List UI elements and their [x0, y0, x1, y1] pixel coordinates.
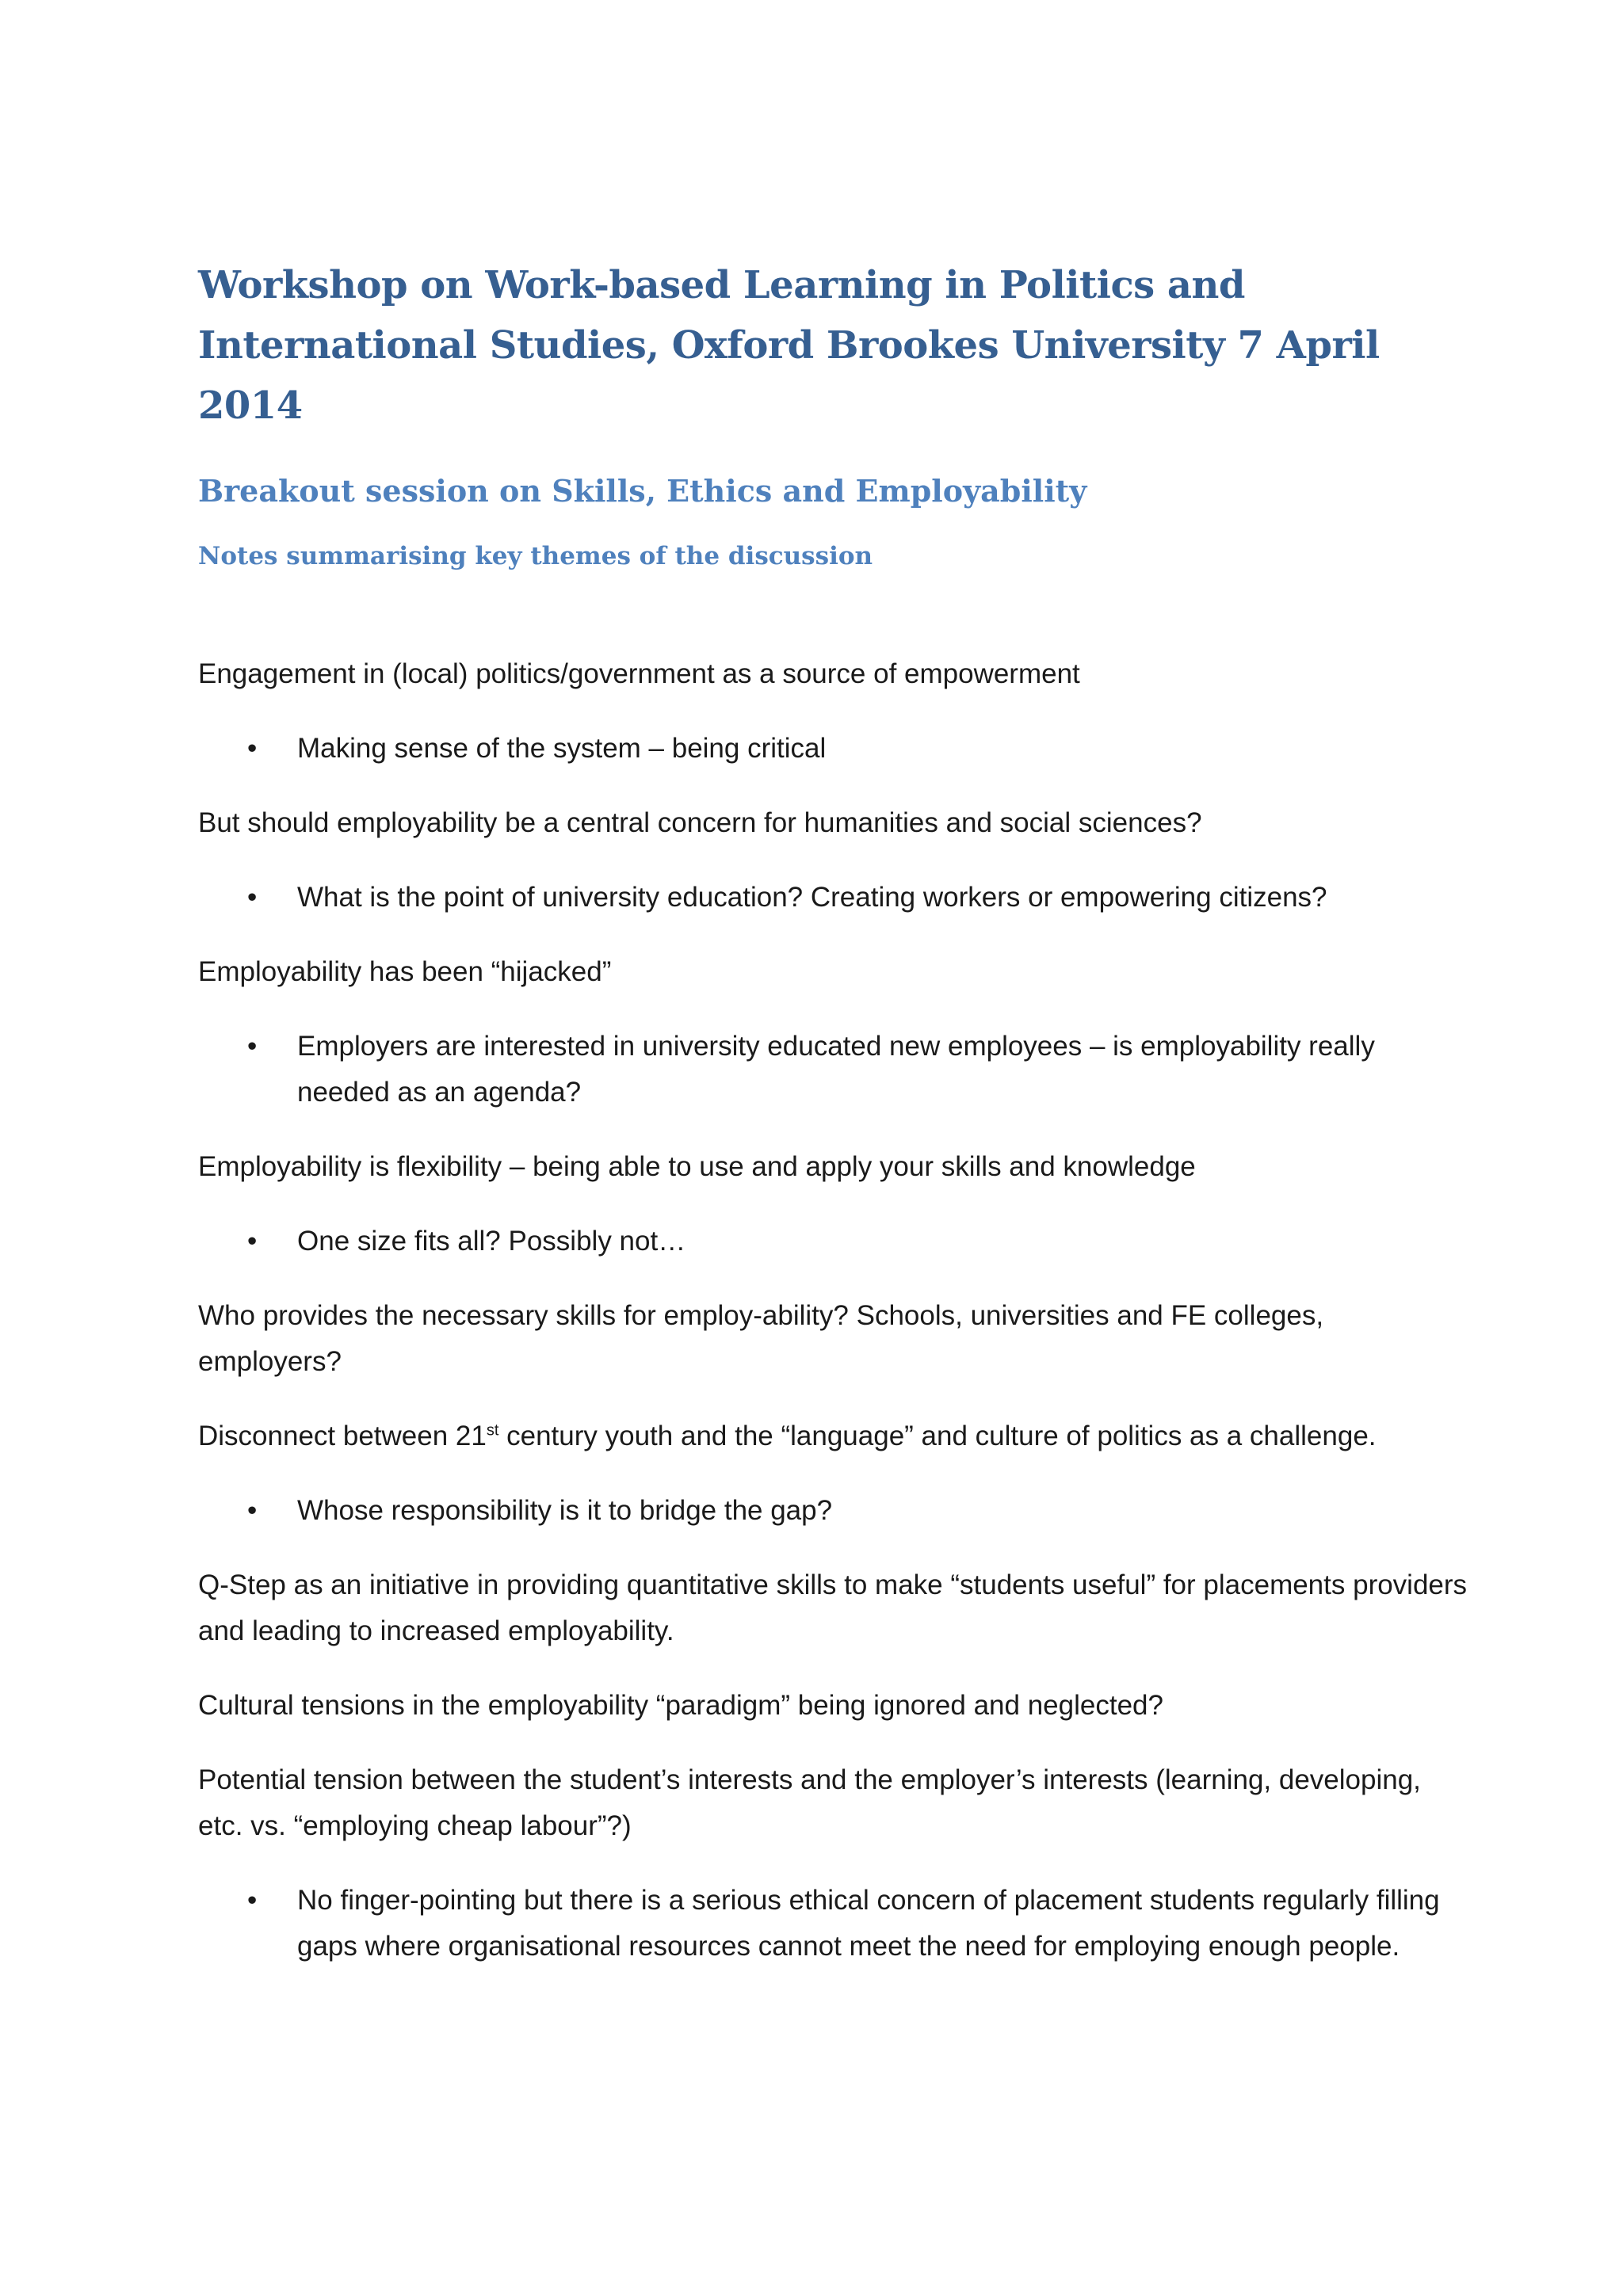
paragraph: Employability is flexibility – being able to use and apply your skills and knowledge: [198, 1151, 1196, 1182]
bullet-text: What is the point of university education? Creating workers or empowering citizens?: [297, 882, 1327, 913]
bullet-item: [198, 1878, 1472, 1970]
notes-heading: Notes summarising key themes of the discussion: [198, 542, 873, 570]
bullet-text: No finger-pointing but there is a serious ethical concern of placement students regularly filling gaps where organisational resources cannot meet the need for employing enough people.: [297, 1885, 1440, 1962]
bullet-icon: •: [247, 733, 258, 764]
bullet-item: [198, 875, 1472, 921]
bullet-text: One size fits all? Possibly not…: [297, 1226, 686, 1257]
bullet-item: [198, 1488, 1472, 1534]
document-body: [198, 651, 1472, 1970]
bullet-icon: •: [247, 1226, 258, 1257]
bullet-text: Employers are interested in university educated new employees – is employability really needed as an agenda?: [297, 1031, 1375, 1108]
breakout-session-heading: Breakout session on Skills, Ethics and Employability: [198, 473, 1087, 509]
paragraph: Engagement in (local) politics/government as a source of empowerment: [198, 658, 1080, 689]
ordinal-superscript: st: [486, 1421, 499, 1440]
bullet-text: Making sense of the system – being critical: [297, 733, 827, 764]
bullet-text: Whose responsibility is it to bridge the gap?: [297, 1495, 833, 1526]
paragraph: Q-Step as an initiative in providing quantitative skills to make “students useful” for placements providers and leading to increased employability.: [198, 1569, 1468, 1646]
bullet-icon: •: [247, 882, 258, 913]
document-title: Workshop on Work-based Learning in Politics and International Studies, Oxford Brookes University 7 April 2014: [198, 263, 1380, 428]
paragraph: [198, 1413, 1472, 1459]
bullet-item: [198, 1219, 1472, 1264]
bullet-icon: •: [247, 1031, 258, 1062]
paragraph-text: Disconnect between 21: [198, 1421, 487, 1451]
paragraph: Employability has been “hijacked”: [198, 956, 612, 987]
paragraph: But should employability be a central concern for humanities and social sciences?: [198, 807, 1202, 838]
bullet-icon: •: [247, 1495, 258, 1526]
paragraph: Potential tension between the student’s interests and the employer’s interests (learning, developing, etc. vs. “employing cheap labour”?): [198, 1764, 1421, 1841]
bullet-item: [198, 1024, 1472, 1116]
bullet-icon: •: [247, 1885, 258, 1916]
paragraph: Who provides the necessary skills for employ-ability? Schools, universities and FE colleges, employers?: [198, 1300, 1324, 1377]
bullet-item: [198, 726, 1472, 772]
paragraph: Cultural tensions in the employability “paradigm” being ignored and neglected?: [198, 1690, 1163, 1721]
paragraph-text: century youth and the “language” and culture of politics as a challenge.: [498, 1421, 1377, 1451]
